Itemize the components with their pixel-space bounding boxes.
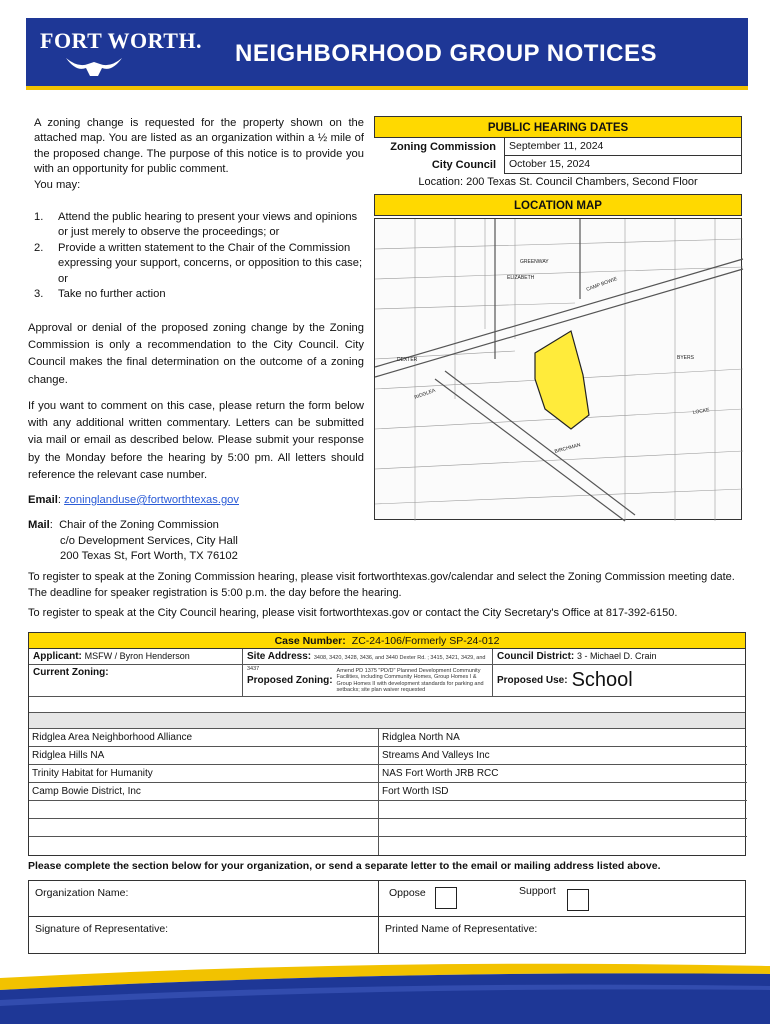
org-cell bbox=[379, 819, 747, 837]
map-label-dexter: DEXTER bbox=[397, 357, 418, 363]
city-council-label: City Council bbox=[431, 159, 496, 171]
mail-line-1: Chair of the Zoning Commission bbox=[59, 519, 219, 531]
case-number-row bbox=[29, 633, 745, 649]
longhorn-icon bbox=[64, 52, 124, 78]
proposed-use-cell: Proposed Use: School bbox=[497, 669, 633, 691]
oppose-support-cell bbox=[379, 881, 745, 916]
org-cell: Ridglea North NA bbox=[379, 729, 747, 747]
response-instruction: Please complete the section below for your organization, or send a separate letter to the email or mailing address listed above. bbox=[28, 860, 661, 872]
approval-paragraph: Approval or denial of the proposed zoning change by the Zoning Commission is only a recommendation to the City Council. City Council makes the final determination on the outcome of a zoning change. bbox=[28, 322, 364, 386]
map-label-byers: BYERS bbox=[677, 355, 694, 361]
page-title: NEIGHBORHOOD GROUP NOTICES bbox=[235, 40, 657, 67]
applicant-cell: Applicant: MSFW / Byron Henderson bbox=[29, 649, 243, 664]
org-cell: Ridglea Hills NA bbox=[29, 747, 379, 765]
comment-paragraph: If you want to comment on this case, please return the form below with any additional written commentary. Letters can be submitted via mail or email as described below. Please submit your response by the Monday before the hearing by 5:00 pm. All letters should reference the relevant case number. bbox=[28, 400, 364, 481]
header-band bbox=[26, 18, 748, 90]
list-item: 1. Attend the public hearing to present your views and opinions or just merely to observe the proceedings; or bbox=[34, 211, 358, 239]
org-cell: Streams And Valleys Inc bbox=[379, 747, 747, 765]
mail-line-3: 200 Texas St, Fort Worth, TX 76102 bbox=[60, 550, 238, 562]
email-label: Email bbox=[28, 494, 58, 506]
map-label-locke: LOCKE bbox=[692, 407, 711, 416]
printed-name-label: Printed Name of Representative: bbox=[385, 923, 538, 935]
zoning-commission-label: Zoning Commission bbox=[390, 141, 496, 153]
location-map bbox=[374, 218, 742, 520]
form-row bbox=[29, 881, 745, 917]
signature-label: Signature of Representative: bbox=[35, 923, 169, 935]
map-label-birchman: BIRCHMAN bbox=[553, 442, 582, 455]
hearing-dates-box bbox=[374, 116, 742, 216]
organization-name-label: Organization Name: bbox=[35, 887, 129, 899]
map-label-ridglea: RIDGLEA bbox=[413, 387, 437, 401]
hearing-dates-title: PUBLIC HEARING DATES bbox=[374, 116, 742, 138]
council-district-cell: Council District: 3 - Michael D. Crain bbox=[497, 651, 657, 662]
proposed-zoning-cell: Proposed Zoning: Amend PD 1375 "PD/D" Planned Development Community Facilities, including Community Homes, Group Homes I & Group Homes II with development standards for parking and setbacks; site plan waiver requested bbox=[243, 665, 493, 696]
org-cell bbox=[29, 819, 379, 837]
organization-grid bbox=[29, 729, 745, 855]
printed-name-field[interactable] bbox=[379, 917, 745, 953]
org-cell bbox=[29, 801, 379, 819]
intro-paragraph: A zoning change is requested for the property shown on the attached map. You are listed as an organization within a ½ mile of the proposed change. The purpose of this notice is to provide you with an opportunity for public comment. bbox=[34, 117, 364, 176]
footer-swoosh bbox=[0, 960, 770, 1024]
org-cell: Camp Bowie District, Inc bbox=[29, 783, 379, 801]
org-cell bbox=[379, 801, 747, 819]
table-row bbox=[29, 697, 745, 713]
page-header bbox=[0, 0, 770, 104]
mail-label: Mail bbox=[28, 519, 50, 531]
org-cell: Fort Worth ISD bbox=[379, 783, 747, 801]
current-zoning-cell: Current Zoning: bbox=[29, 665, 243, 696]
city-council-date: October 15, 2024 bbox=[504, 156, 742, 174]
oppose-label: Oppose bbox=[389, 887, 426, 899]
options-list bbox=[34, 210, 364, 302]
you-may-label: You may: bbox=[34, 178, 81, 191]
hearing-location: Location: 200 Texas St. Council Chambers, Second Floor bbox=[418, 176, 698, 188]
oppose-checkbox[interactable] bbox=[435, 887, 457, 909]
form-row bbox=[29, 917, 745, 953]
city-council-row bbox=[374, 156, 742, 174]
fort-worth-logo: FORT WORTH. bbox=[40, 28, 203, 53]
gray-divider bbox=[29, 713, 745, 729]
zoning-commission-date: September 11, 2024 bbox=[504, 138, 742, 156]
map-label-camp-bowie: CAMP BOWIE bbox=[585, 276, 619, 293]
org-cell: Trinity Habitat for Humanity bbox=[29, 765, 379, 783]
list-item: 3. Take no further action bbox=[34, 288, 166, 301]
organization-name-field[interactable] bbox=[29, 881, 379, 916]
org-cell bbox=[29, 837, 379, 855]
email-line: Email: zoninglanduse@fortworthtexas.gov bbox=[28, 494, 239, 506]
register-council-text: To register to speak at the City Council hearing, please visit fortworthtexas.gov or contact the City Secretary's Office at 817-392-6150. bbox=[28, 607, 678, 619]
location-map-title: LOCATION MAP bbox=[374, 194, 742, 216]
map-drawing bbox=[375, 219, 743, 521]
site-address-cell: Site Address: 3408, 3420, 3428, 3436, and 3440 Dexter Rd. ; 3415, 3421, 3429, and 3437 bbox=[243, 649, 493, 664]
email-link[interactable]: zoninglanduse@fortworthtexas.gov bbox=[64, 494, 239, 506]
org-cell: Ridglea Area Neighborhood Alliance bbox=[29, 729, 379, 747]
mail-block: Mail: Chair of the Zoning Commission c/o Development Services, City Hall 200 Texas St, Fort Worth, TX 76102 bbox=[28, 518, 238, 565]
zoning-commission-row bbox=[374, 138, 742, 156]
case-table bbox=[28, 632, 746, 856]
register-zoning-text: To register to speak at the Zoning Commission hearing, please visit fortworthtexas.gov/calendar and select the Zoning Commission meeting date. The deadline for speaker registration is 5:00 p.m. the day before the hearing. bbox=[28, 571, 735, 599]
list-item: 2. Provide a written statement to the Chair of the Commission expressing your support, concerns, or opposition to this case; or bbox=[34, 241, 363, 285]
org-cell: NAS Fort Worth JRB RCC bbox=[379, 765, 747, 783]
mail-line-2: c/o Development Services, City Hall bbox=[60, 534, 238, 547]
support-label: Support bbox=[519, 885, 556, 897]
case-number-label: Case Number: bbox=[274, 635, 346, 647]
signature-field[interactable] bbox=[29, 917, 379, 953]
case-number: ZC-24-106/Formerly SP-24-012 bbox=[351, 635, 500, 647]
org-cell bbox=[379, 837, 747, 855]
map-label-greenway: GREENWAY bbox=[520, 259, 549, 265]
table-row bbox=[29, 649, 745, 672]
support-checkbox[interactable] bbox=[567, 889, 589, 911]
map-label-elizabeth: ELIZABETH bbox=[507, 275, 535, 281]
table-row bbox=[29, 665, 745, 697]
intro-text bbox=[34, 116, 364, 193]
response-form bbox=[28, 880, 746, 954]
